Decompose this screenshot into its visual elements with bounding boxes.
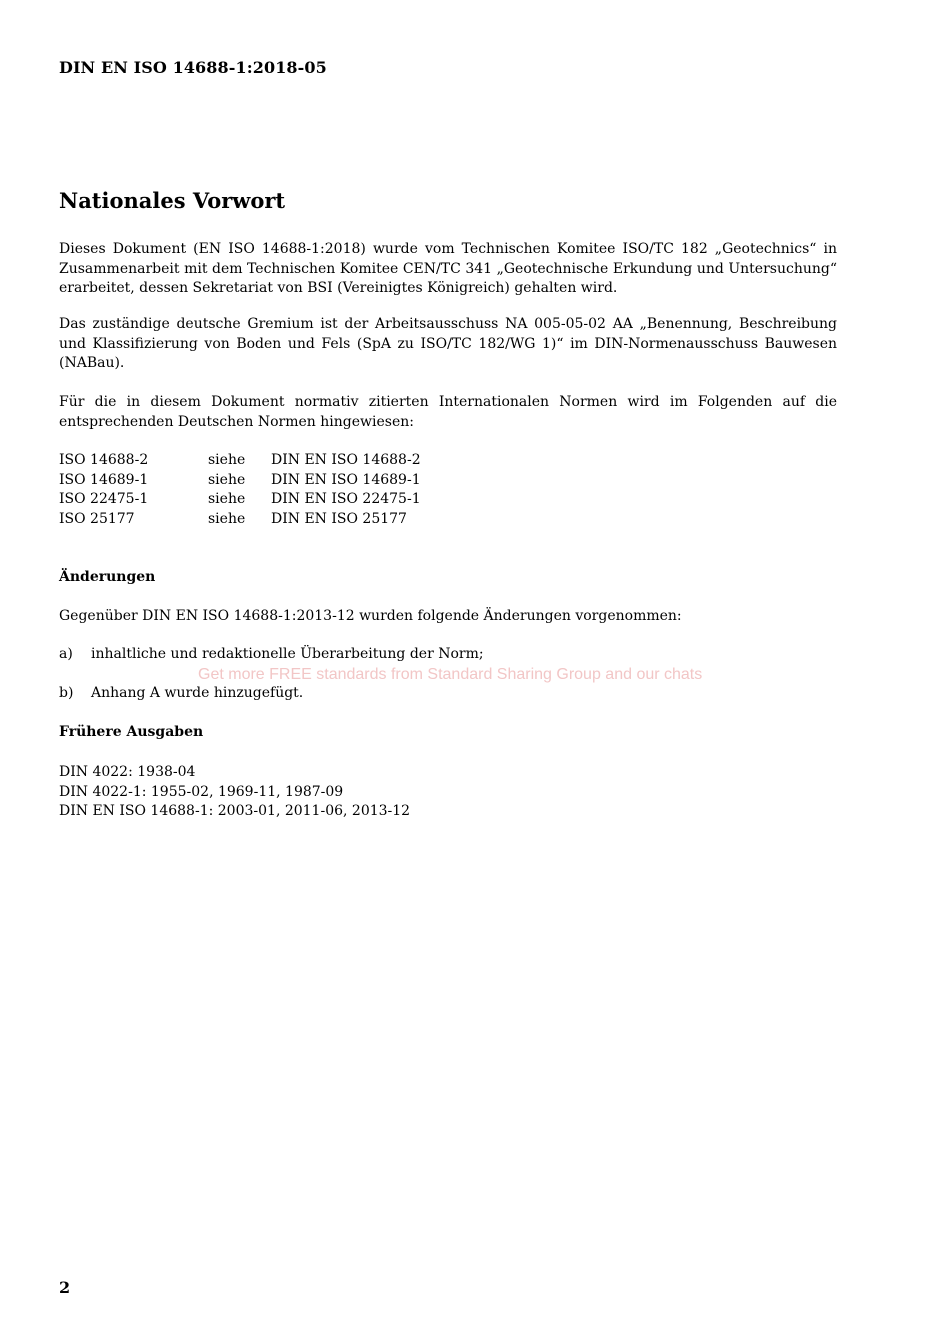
paragraph-2: Das zuständige deutsche Gremium ist der Arbeitsausschuss NA 005-05-02 AA „Benennung, Beschreibung und Klassifizierung von Boden und Fels (SpA zu ISO/TC 182/WG 1)“ im DIN-Normenausschuss Bauwesen (NABau). bbox=[59, 316, 837, 372]
paragraph-3: Für die in diesem Dokument normativ zitierten Internationalen Normen wird im Folgenden auf die entsprechenden Deutschen Normen hingewiesen: bbox=[59, 394, 837, 430]
list-item bbox=[59, 646, 659, 666]
din-reference: DIN EN ISO 14688-2 bbox=[271, 452, 421, 468]
iso-reference: ISO 14688-2 bbox=[59, 452, 149, 468]
see-label: siehe bbox=[208, 471, 246, 488]
changes-heading: Änderungen bbox=[59, 569, 156, 585]
iso-reference: ISO 14689-1 bbox=[59, 471, 149, 488]
reference-row bbox=[59, 510, 559, 530]
previous-edition-line: DIN EN ISO 14688-1: 2003-01, 2011-06, 2013-12 bbox=[59, 803, 411, 820]
reference-row bbox=[59, 451, 559, 471]
previous-editions-list bbox=[59, 763, 410, 822]
changes-intro: Gegenüber DIN EN ISO 14688-1:2013-12 wurden folgende Änderungen vorgenommen: bbox=[59, 608, 682, 624]
list-item bbox=[59, 685, 659, 705]
page-number: 2 bbox=[59, 1278, 71, 1297]
iso-reference: ISO 25177 bbox=[59, 510, 135, 527]
din-reference: DIN EN ISO 25177 bbox=[271, 510, 407, 527]
list-item-text: inhaltliche und redaktionelle Überarbeitung der Norm; bbox=[91, 646, 484, 662]
previous-edition-line: DIN 4022: 1938-04 bbox=[59, 764, 196, 780]
list-marker: a) bbox=[59, 646, 73, 662]
reference-table bbox=[59, 451, 559, 529]
iso-reference: ISO 22475-1 bbox=[59, 491, 149, 508]
document-header: DIN EN ISO 14688-1:2018-05 bbox=[59, 58, 327, 77]
previous-editions-heading: Frühere Ausgaben bbox=[59, 724, 204, 740]
see-label: siehe bbox=[208, 452, 246, 468]
din-reference: DIN EN ISO 22475-1 bbox=[271, 491, 421, 508]
section-title: Nationales Vorwort bbox=[59, 188, 286, 213]
list-marker: b) bbox=[59, 685, 74, 701]
reference-row bbox=[59, 471, 559, 491]
watermark-text: Get more FREE standards from Standard Sharing Group and our chats bbox=[198, 666, 703, 683]
previous-edition-line: DIN 4022-1: 1955-02, 1969-11, 1987-09 bbox=[59, 783, 344, 800]
paragraph-1: Dieses Dokument (EN ISO 14688-1:2018) wurde vom Technischen Komitee ISO/TC 182 „Geotechnics“ in Zusammenarbeit mit dem Technischen Komitee CEN/TC 341 „Geotechnische Erkundung und Untersuchung“ erarbeitet, dessen Sekretariat von BSI (Vereinigtes Königreich) gehalten wird. bbox=[59, 241, 837, 297]
see-label: siehe bbox=[208, 491, 246, 508]
list-item-text: Anhang A wurde hinzugefügt. bbox=[91, 685, 304, 701]
din-reference: DIN EN ISO 14689-1 bbox=[271, 471, 421, 488]
reference-row bbox=[59, 490, 559, 510]
see-label: siehe bbox=[208, 510, 246, 527]
